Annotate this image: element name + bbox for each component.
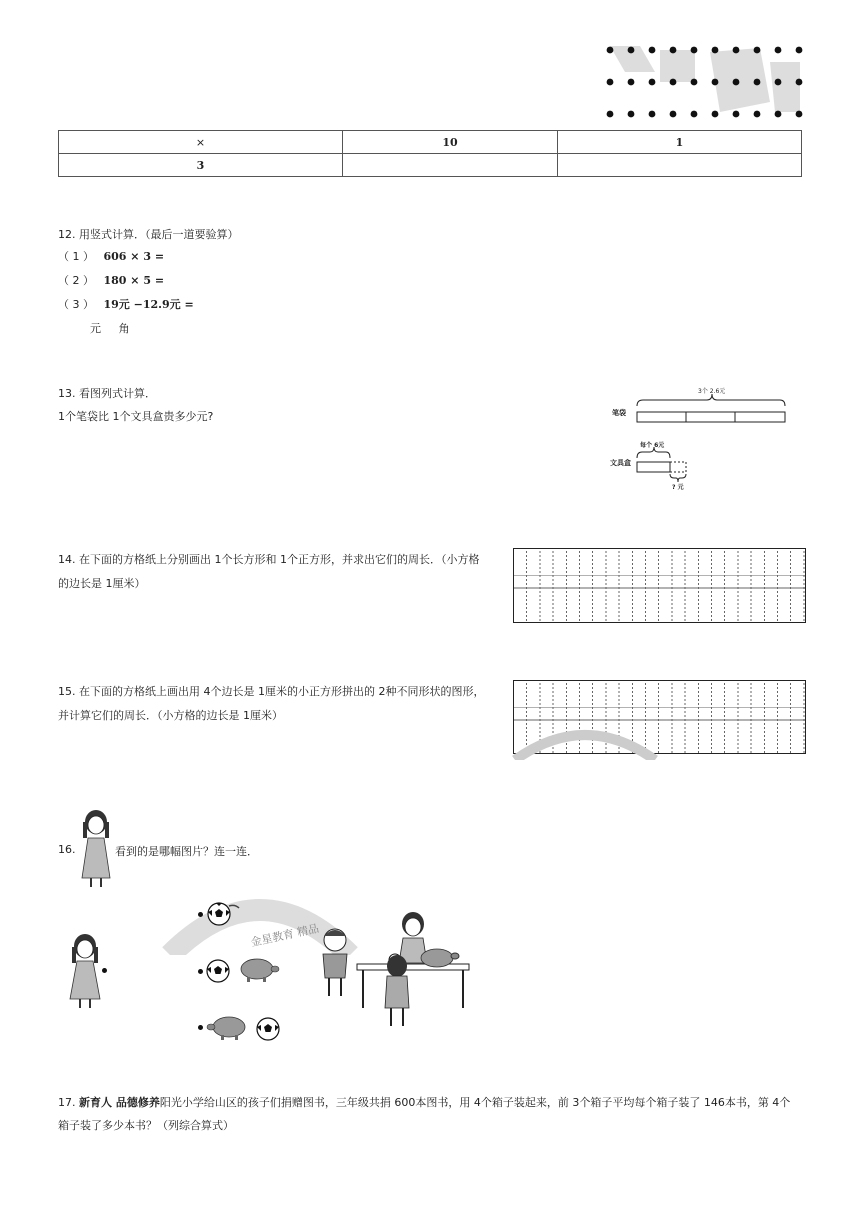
q14-line2: 的边长是 1厘米） xyxy=(58,577,146,590)
q12-item xyxy=(58,248,164,264)
logo-dot xyxy=(607,79,614,86)
logo-dot xyxy=(649,47,656,54)
logo-dot xyxy=(649,111,656,118)
stamp-watermark xyxy=(510,715,660,760)
logo-dot xyxy=(796,47,803,54)
match-dot-option-1[interactable] xyxy=(198,912,203,917)
q12-item-expr: 180 × 5 = xyxy=(103,274,165,287)
logo-dot xyxy=(670,47,677,54)
watermark-text: 金星教育 精品 xyxy=(249,921,321,950)
logo-dot xyxy=(670,79,677,86)
soccer-ball-pig-view-2 xyxy=(205,955,285,985)
logo-dot xyxy=(796,111,803,118)
logo-dot xyxy=(712,79,719,86)
q16-text: 看到的是哪幅图片？连一连． xyxy=(115,845,258,858)
logo-dot xyxy=(607,47,614,54)
diagram-row2-label: 文具盒 xyxy=(610,459,631,467)
q16-number: 16. xyxy=(58,843,76,856)
logo-dot xyxy=(607,111,614,118)
logo-dot xyxy=(712,47,719,54)
pig-soccer-ball-view-3 xyxy=(205,1012,285,1042)
q13-question: 1个笔袋比 1个文具盒贵多少元? xyxy=(58,410,214,423)
girl-icon xyxy=(65,933,105,1009)
logo-dot xyxy=(754,47,761,54)
children-table-scene xyxy=(315,908,475,1030)
diagram-total-label: 3个 2.6元 xyxy=(698,388,726,395)
table-cell-blank[interactable] xyxy=(558,154,802,177)
logo-dot xyxy=(691,79,698,86)
soccer-ball-pig-view-1 xyxy=(205,898,245,930)
q17-text: 阳光小学给山区的孩子们捐赠图书，三年级共捐 600本图书，用 4个箱子装起来，前 3个箱子平均每个箱子装了 146本书，第 4个 xyxy=(159,1096,791,1109)
logo-dot xyxy=(754,79,761,86)
logo-dot xyxy=(775,47,782,54)
q17-number: 17. xyxy=(58,1096,76,1109)
logo-dot xyxy=(796,79,803,86)
grid-paper-q14[interactable] xyxy=(513,548,806,623)
q12-title: 12. 用竖式计算．（最后一道要验算） xyxy=(58,228,239,241)
logo-dot xyxy=(733,47,740,54)
diagram-unknown-label: ? 元 xyxy=(672,484,684,491)
q12-item-expr: 19元 −12.9元 = xyxy=(103,298,194,311)
match-dot-option-3[interactable] xyxy=(198,1025,203,1030)
q12-item-num: （ 1 ） xyxy=(58,250,94,263)
q12-item-expr: 606 × 3 = xyxy=(103,250,165,263)
logo-dot xyxy=(775,79,782,86)
q12-item xyxy=(58,296,194,312)
logo-dot xyxy=(754,111,761,118)
logo-dot xyxy=(733,111,740,118)
logo-dot xyxy=(691,47,698,54)
q17-tag: 新育人 品德修养 xyxy=(79,1096,160,1109)
match-dot-left[interactable] xyxy=(102,968,107,973)
table-header-cell: 1 xyxy=(558,131,802,154)
table-cell-blank[interactable] xyxy=(343,154,558,177)
logo-dot xyxy=(733,79,740,86)
diagram-unit-label: 每个 6元 xyxy=(640,442,665,449)
q13-title: 13. 看图列式计算． xyxy=(58,387,156,400)
diagram-row1-label: 笔袋 xyxy=(612,409,626,417)
logo-dot xyxy=(670,111,677,118)
logo-dot xyxy=(649,79,656,86)
logo-dot xyxy=(628,111,635,118)
q14-line1: 14. 在下面的方格纸上分别画出 1个长方形和 1个正方形，并求出它们的周长．（小方格 xyxy=(58,553,480,566)
logo-dot xyxy=(691,111,698,118)
match-dot-option-2[interactable] xyxy=(198,969,203,974)
q17-line2: 箱子装了多少本书？（列综合算式） xyxy=(58,1119,234,1132)
girl-icon-small xyxy=(78,808,114,888)
multiplication-table xyxy=(58,130,802,177)
logo-dot xyxy=(712,111,719,118)
q17-line1 xyxy=(58,1094,790,1110)
table-header-cell: × xyxy=(59,131,343,154)
q12-item-num: （ 3 ） xyxy=(58,298,94,311)
bar-model-diagram xyxy=(610,386,790,494)
q15-line2: 并计算它们的周长．（小方格的边长是 1厘米） xyxy=(58,709,283,722)
q12-item xyxy=(58,272,164,288)
q12-item-num: （ 2 ） xyxy=(58,274,94,287)
table-cell: 3 xyxy=(59,154,343,177)
logo-dot xyxy=(628,79,635,86)
table-header-cell: 10 xyxy=(343,131,558,154)
logo-dot xyxy=(628,47,635,54)
logo-dot xyxy=(775,111,782,118)
logo-dot-pattern xyxy=(600,42,806,120)
q12-unit-line: 元 角 xyxy=(90,322,130,335)
q15-line1: 15. 在下面的方格纸上画出用 4个边长是 1厘米的小正方形拼出的 2种不同形状的图形， xyxy=(58,685,485,698)
